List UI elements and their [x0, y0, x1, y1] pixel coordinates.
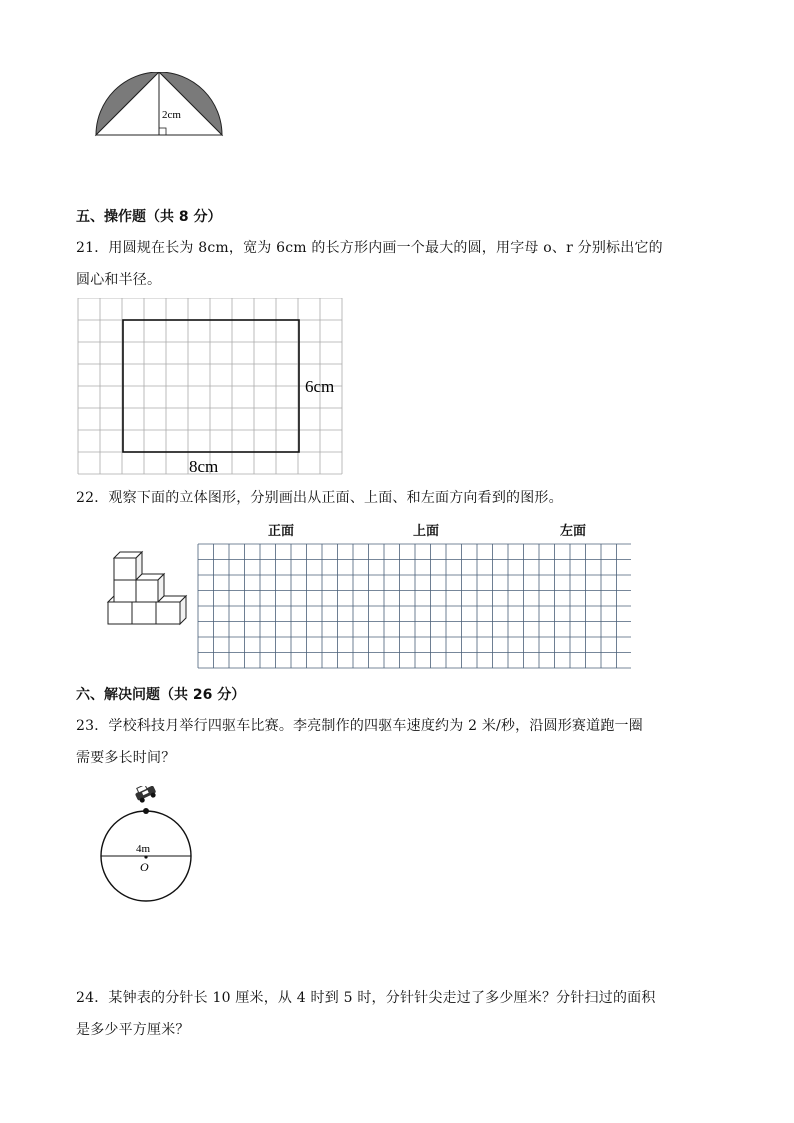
q24-text-line2: 是多少平方厘米？: [76, 1022, 190, 1038]
q24-text-line1: 24．某钟表的分针长 10 厘米，从 4 时到 5 时，分针针尖走过了多少厘米？分针扫过的面积: [76, 990, 656, 1006]
diameter-label: 4m: [136, 843, 151, 855]
q21-text-line1: 21．用圆规在长为 8cm，宽为 6cm 的长方形内画一个最大的圆，用字母 o、r 分别标出它的: [76, 240, 663, 256]
q21-grid: [77, 298, 345, 478]
semicircle-figure: [92, 72, 232, 142]
race-car-icon: [133, 786, 158, 804]
circular-track-figure: [98, 786, 198, 904]
section-6-title: 六、解决问题（共 26 分）: [76, 687, 246, 703]
q22-text: 22．观察下面的立体图形，分别画出从正面、上面、和左面方向看到的图形。: [76, 490, 563, 506]
cube-stack-figure: [104, 548, 190, 634]
q23-text-line2: 需要多长时间？: [76, 750, 176, 766]
q21-width-label: 6cm: [305, 377, 335, 396]
q22-grid[interactable]: [197, 543, 631, 669]
q23-text-line1: 23．学校科技月举行四驱车比赛。李亮制作的四驱车速度约为 2 米/秒，沿圆形赛道跑一圈: [76, 718, 643, 734]
view-label-front: 正面: [268, 524, 295, 539]
center-label: O: [140, 860, 149, 874]
car-marker: [143, 808, 149, 814]
section-5-title: 五、操作题（共 8 分）: [76, 209, 222, 225]
q21-text-line2: 圆心和半径。: [76, 272, 162, 288]
q21-length-label: 8cm: [189, 457, 219, 476]
height-label: 2cm: [162, 109, 181, 121]
view-label-top: 上面: [413, 524, 440, 539]
center-point: [144, 855, 147, 858]
view-label-left: 左面: [560, 524, 587, 539]
